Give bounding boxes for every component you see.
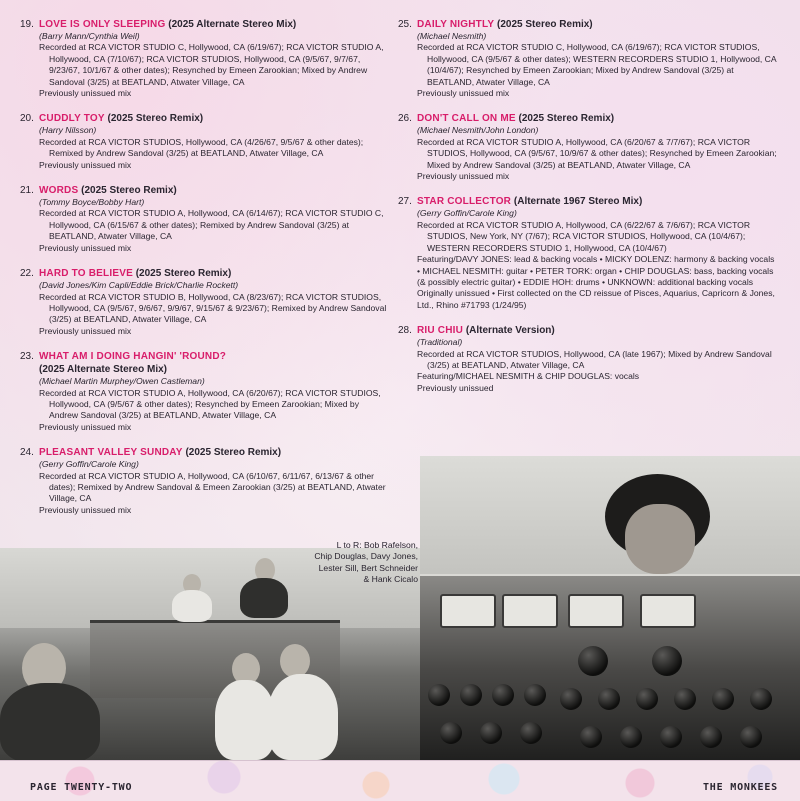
track-featuring: Featuring/MICHAEL NESMITH & CHIP DOUGLAS: vocals — [417, 371, 640, 382]
track-title: WORDS — [39, 185, 79, 197]
recording-first-line: Recorded at RCA VICTOR STUDIO A, Hollywood, CA (6/22/67 & 7/6/67); RCA VICTOR — [417, 219, 751, 230]
track-mix: (2025 Alternate Stereo Mix) — [168, 19, 297, 30]
track-recording — [398, 42, 778, 88]
track-mix: (2025 Stereo Remix) — [135, 268, 232, 280]
recording-continued: Remixed by Andrew Sandoval (3/25) at BEATLAND, Atwater Village, CA — [49, 148, 324, 159]
track-26 — [398, 112, 778, 182]
console-knob — [712, 688, 734, 710]
track-head — [20, 184, 390, 197]
psychedelic-footer — [0, 760, 800, 801]
track-mix: (Alternate Version) — [465, 325, 555, 337]
track-writers: (Michael Nesmith) — [417, 31, 487, 41]
track-title: PLEASANT VALLEY SUNDAY — [39, 447, 183, 459]
console-knob — [560, 688, 582, 710]
console-knob — [520, 722, 542, 744]
photo-figure-body — [268, 674, 338, 760]
track-mix: (2025 Stereo Remix) — [497, 19, 593, 30]
track-number: 20. — [20, 113, 34, 125]
track-note: Previously unissued mix — [39, 88, 132, 99]
console-knob — [652, 646, 682, 676]
track-recording — [20, 388, 390, 422]
track-writers: (Michael Martin Murphey/Owen Castleman) — [39, 376, 205, 387]
recording-first-line: Recorded at RCA VICTOR STUDIO C, Hollywood, CA (6/19/67); RCA VICTOR STUDIO A, — [39, 42, 384, 53]
track-mix: (2025 Stereo Remix) — [107, 113, 204, 125]
console-knob — [620, 726, 642, 748]
track-writers: (Michael Nesmith/John London) — [417, 125, 539, 136]
track-head — [20, 350, 390, 376]
console-knob — [440, 722, 462, 744]
track-list-left — [20, 18, 390, 529]
console-knob — [740, 726, 762, 748]
console-knob — [428, 684, 450, 706]
track-writers: (Harry Nilsson) — [39, 125, 97, 136]
track-writers: (David Jones/Kim Capli/Eddie Brick/Charlie Rockett) — [39, 280, 239, 291]
console-knob — [750, 688, 772, 710]
track-22 — [20, 267, 390, 337]
track-writers: (Gerry Goffin/Carole King) — [39, 459, 139, 470]
track-list-right — [398, 18, 778, 407]
photo-caption — [258, 540, 418, 586]
track-28 — [398, 324, 778, 394]
track-note: Previously unissued mix — [39, 242, 132, 253]
track-featuring: Featuring/DAVY JONES: lead & backing vocals • MICKY DOLENZ: harmony & backing vocals • MICHAEL NESMITH: guitar • PETER TORK: organ • CHIP DOUGLAS: bass, backing vocals (& possibly electric guitar) • EDDIE HOH: drums • UNKNOWN: additional backing vocals — [417, 254, 775, 287]
recording-continued: Hollywood, CA (6/15/67 & other dates); Remixed by Andrew Sandoval (3/25) at BEATLAND, Atwater Village, CA — [49, 219, 349, 242]
track-recording — [398, 137, 778, 171]
track-mix: (Alternate 1967 Stereo Mix) — [513, 196, 643, 208]
vu-meter — [640, 594, 696, 628]
track-number: 28. — [398, 325, 412, 337]
recording-first-line: Recorded at RCA VICTOR STUDIO B, Hollywood, CA (8/23/67); RCA VICTOR STUDIOS, — [39, 291, 382, 302]
track-writers: (Barry Mann/Cynthia Weil) — [39, 31, 140, 41]
photo-figure-body — [0, 683, 100, 760]
caption-line: Lester Sill, Bert Schneider — [318, 562, 418, 573]
track-head — [20, 112, 390, 125]
track-recording — [20, 137, 390, 160]
console-knob — [460, 684, 482, 706]
track-recording — [20, 208, 390, 242]
track-mix: (2025 Stereo Remix) — [518, 113, 615, 125]
track-27 — [398, 195, 778, 311]
track-head — [20, 446, 390, 459]
track-note: Previously unissued mix — [417, 171, 510, 182]
console-knob — [636, 688, 658, 710]
recording-continued: (3/25) at BEATLAND, Atwater Village, CA — [427, 359, 585, 370]
page-number: PAGE TWENTY-TWO — [30, 782, 133, 793]
photo-figure-body — [172, 590, 212, 622]
track-note: Previously unissued mix — [39, 504, 132, 515]
track-head — [398, 195, 778, 208]
track-mix: (2025 Stereo Remix) — [185, 447, 282, 459]
recording-first-line: Recorded at RCA VICTOR STUDIO A, Hollywood, CA (6/20/67); RCA VICTOR STUDIOS, — [39, 387, 381, 398]
recording-first-line: Recorded at RCA VICTOR STUDIOS, Hollywood, CA (4/26/67, 9/5/67 & other dates); — [39, 136, 364, 147]
track-title: DAILY NIGHTLY — [417, 19, 495, 30]
track-head — [398, 112, 778, 125]
track-note: Originally unissued • First collected on the CD reissue of Pisces, Aquarius, Capricorn & Jones, Ltd., Rhino #71793 (1/24/95) — [417, 288, 775, 310]
track-note: Previously unissued mix — [39, 421, 132, 432]
track-number: 25. — [398, 19, 412, 30]
track-recording — [20, 292, 390, 326]
console-knob — [674, 688, 696, 710]
track-number: 26. — [398, 113, 412, 125]
track-head — [20, 267, 390, 280]
recording-continued: STUDIOS, Hollywood, CA (9/5/67, 10/9/67 & other dates); Resynched by Emeen Zarookian; Mixed by Andrew Sandoval (3/25) at BEATLAND, Atwater Village, CA — [427, 148, 777, 170]
track-note: Previously unissued mix — [39, 325, 132, 336]
track-title: STAR COLLECTOR — [417, 196, 512, 208]
track-note: Previously unissued — [417, 382, 494, 393]
track-recording — [20, 471, 390, 505]
console-knob — [524, 684, 546, 706]
caption-line: & Hank Cicalo — [363, 574, 418, 585]
track-title: HARD TO BELIEVE — [39, 268, 133, 280]
track-number: 22. — [20, 268, 34, 280]
studio-photo-right — [420, 456, 800, 760]
caption-line: Chip Douglas, Davy Jones, — [314, 551, 418, 562]
track-mix: (2025 Stereo Remix) — [81, 185, 177, 197]
track-25 — [398, 18, 778, 99]
console-knob — [480, 722, 502, 744]
recording-continued: Hollywood, CA (9/5/67 & other dates); Resynched by Emeen Zarookian; Mixed by Andrew Sandoval (3/25) at BEATLAND, Atwater Village, CA — [49, 398, 360, 421]
track-mix: (2025 Alternate Stereo Mix) — [39, 364, 168, 376]
track-recording — [398, 349, 778, 372]
track-title: DON'T CALL ON ME — [417, 113, 516, 125]
recording-continued: Hollywood, CA (9/5/67, 9/6/67, 9/9/67, 9/15/67 & 9/23/67); Remixed by Andrew Sandoval (3/25) at BEATLAND, Atwater Village, CA — [49, 302, 387, 325]
photo-face — [625, 504, 695, 574]
vu-meter — [568, 594, 624, 628]
recording-continued: STUDIOS, New York, NY (7/67); RCA VICTOR STUDIOS, Hollywood, CA (10/4/67); WESTERN RECORDERS STUDIO 1, Hollywood, CA (10/4/67) — [427, 231, 746, 253]
track-recording — [20, 42, 390, 88]
track-writers: (Gerry Goffin/Carole King) — [417, 208, 517, 219]
track-23 — [20, 350, 390, 433]
vu-meter — [440, 594, 496, 628]
track-21 — [20, 184, 390, 254]
recording-continued: dates); Remixed by Andrew Sandoval & Emeen Zarookian (3/25) at BEATLAND, Atwater Village, CA — [49, 481, 386, 504]
photo-figure-body — [215, 680, 275, 760]
track-recording — [398, 220, 778, 254]
console-knob — [492, 684, 514, 706]
track-title: WHAT AM I DOING HANGIN' 'ROUND? — [39, 351, 227, 363]
track-20 — [20, 112, 390, 171]
track-number: 24. — [20, 447, 34, 459]
track-number: 21. — [20, 185, 34, 197]
recording-first-line: Recorded at RCA VICTOR STUDIO A, Hollywood, CA (6/10/67, 6/11/67, 6/13/67 & other — [39, 470, 375, 481]
track-title: LOVE IS ONLY SLEEPING — [39, 19, 166, 30]
track-number: 19. — [20, 19, 34, 30]
track-writers: (Traditional) — [417, 337, 463, 348]
photo-figure-head — [280, 644, 310, 678]
track-head — [398, 324, 778, 337]
track-note: Previously unissued mix — [39, 159, 132, 170]
caption-line: L to R: Bob Rafelson, — [336, 540, 418, 550]
vu-meter — [502, 594, 558, 628]
track-title: CUDDLY TOY — [39, 113, 105, 125]
recording-continued: Hollywood, CA (9/5/67 & other dates); WESTERN RECORDERS STUDIO 1, Hollywood, CA (10/4/67); Resynched by Emeen Zarookian; Mixed by Andrew Sandoval (3/25) at BEATLAND, Atwater Village, CA — [427, 53, 777, 87]
console-knob — [598, 688, 620, 710]
track-19 — [20, 18, 390, 99]
track-title: RIU CHIU — [417, 325, 464, 337]
track-24 — [20, 446, 390, 516]
recording-first-line: Recorded at RCA VICTOR STUDIO A, Hollywood, CA (6/20/67 & 7/7/67); RCA VICTOR — [417, 136, 751, 147]
track-head — [398, 18, 778, 31]
track-number: 27. — [398, 196, 412, 208]
track-head — [20, 18, 390, 31]
band-name: THE MONKEES — [702, 782, 778, 793]
recording-first-line: Recorded at RCA VICTOR STUDIO A, Hollywood, CA (6/14/67); RCA VICTOR STUDIO C, — [39, 208, 384, 219]
console-knob — [700, 726, 722, 748]
recording-continued: Hollywood, CA (7/10/67); RCA VICTOR STUDIOS, Hollywood, CA (9/5/67, 9/7/67, 9/23/67, 10/1/67 & other dates); Resynched by Emeen Zarookian; Mixed by Andrew Sandoval (3/25) at BEATLAND, Atwater Village, CA — [49, 53, 368, 87]
recording-first-line: Recorded at RCA VICTOR STUDIOS, Hollywood, CA (late 1967); Mixed by Andrew Sandoval — [417, 348, 772, 359]
console-knob — [580, 726, 602, 748]
track-writers: (Tommy Boyce/Bobby Hart) — [39, 197, 145, 208]
track-number: 23. — [20, 351, 34, 363]
console-knob — [660, 726, 682, 748]
console-knob — [578, 646, 608, 676]
track-note: Previously unissued mix — [417, 88, 510, 99]
recording-first-line: Recorded at RCA VICTOR STUDIO C, Hollywood, CA (6/19/67); RCA VICTOR STUDIOS, — [417, 42, 760, 53]
